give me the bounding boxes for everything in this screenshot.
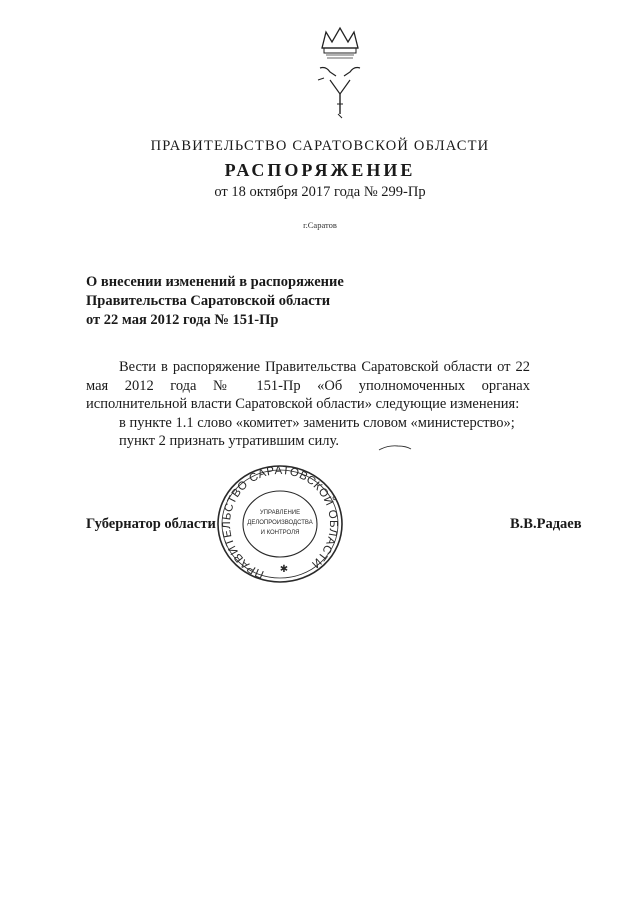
document-place: г.Саратов [303,220,337,230]
body-item-1: в пункте 1.1 слово «комитет» заменить словом «министерство»; [119,414,515,431]
document-body [86,358,530,451]
coat-of-arms-icon [300,18,380,128]
handwritten-mark [378,441,412,453]
subject-line: от 22 мая 2012 года № 151-Пр [86,312,279,328]
stamp-star-icon: ✱ [279,564,289,575]
stamp-center-line: УПРАВЛЕНИЕ [259,510,301,516]
document-date-number: от 18 октября 2017 года № 299-Пр [214,184,426,200]
signer-name: В.В.Радаев [510,516,582,532]
signer-title: Губернатор области [86,516,216,532]
stamp-center-line: И КОНТРОЛЯ [260,530,300,536]
stamp-center-line: ДЕЛОПРОИЗВОДСТВА [247,520,313,526]
body-item-2: пункт 2 признать утратившим силу. [119,433,339,449]
document-subject [86,273,506,330]
body-paragraph: Вести в распоряжение Правительства Саратовской области от 22 мая 2012 года № 151-Пр «Об уполномоченных органах исполнительной власти Саратовской области» следующие изменения: [86,359,530,412]
subject-line: О внесении изменений в распоряжение [86,274,344,290]
document-type: РАСПОРЯЖЕНИЕ [224,160,416,180]
official-stamp [210,462,350,586]
organization-title: ПРАВИТЕЛЬСТВО САРАТОВСКОЙ ОБЛАСТИ [150,138,490,154]
stamp-ring-text: ПРАВИТЕЛЬСТВО САРАТОВСКОЙ ОБЛАСТИ [220,464,340,581]
subject-line: Правительства Саратовской области [86,293,331,309]
